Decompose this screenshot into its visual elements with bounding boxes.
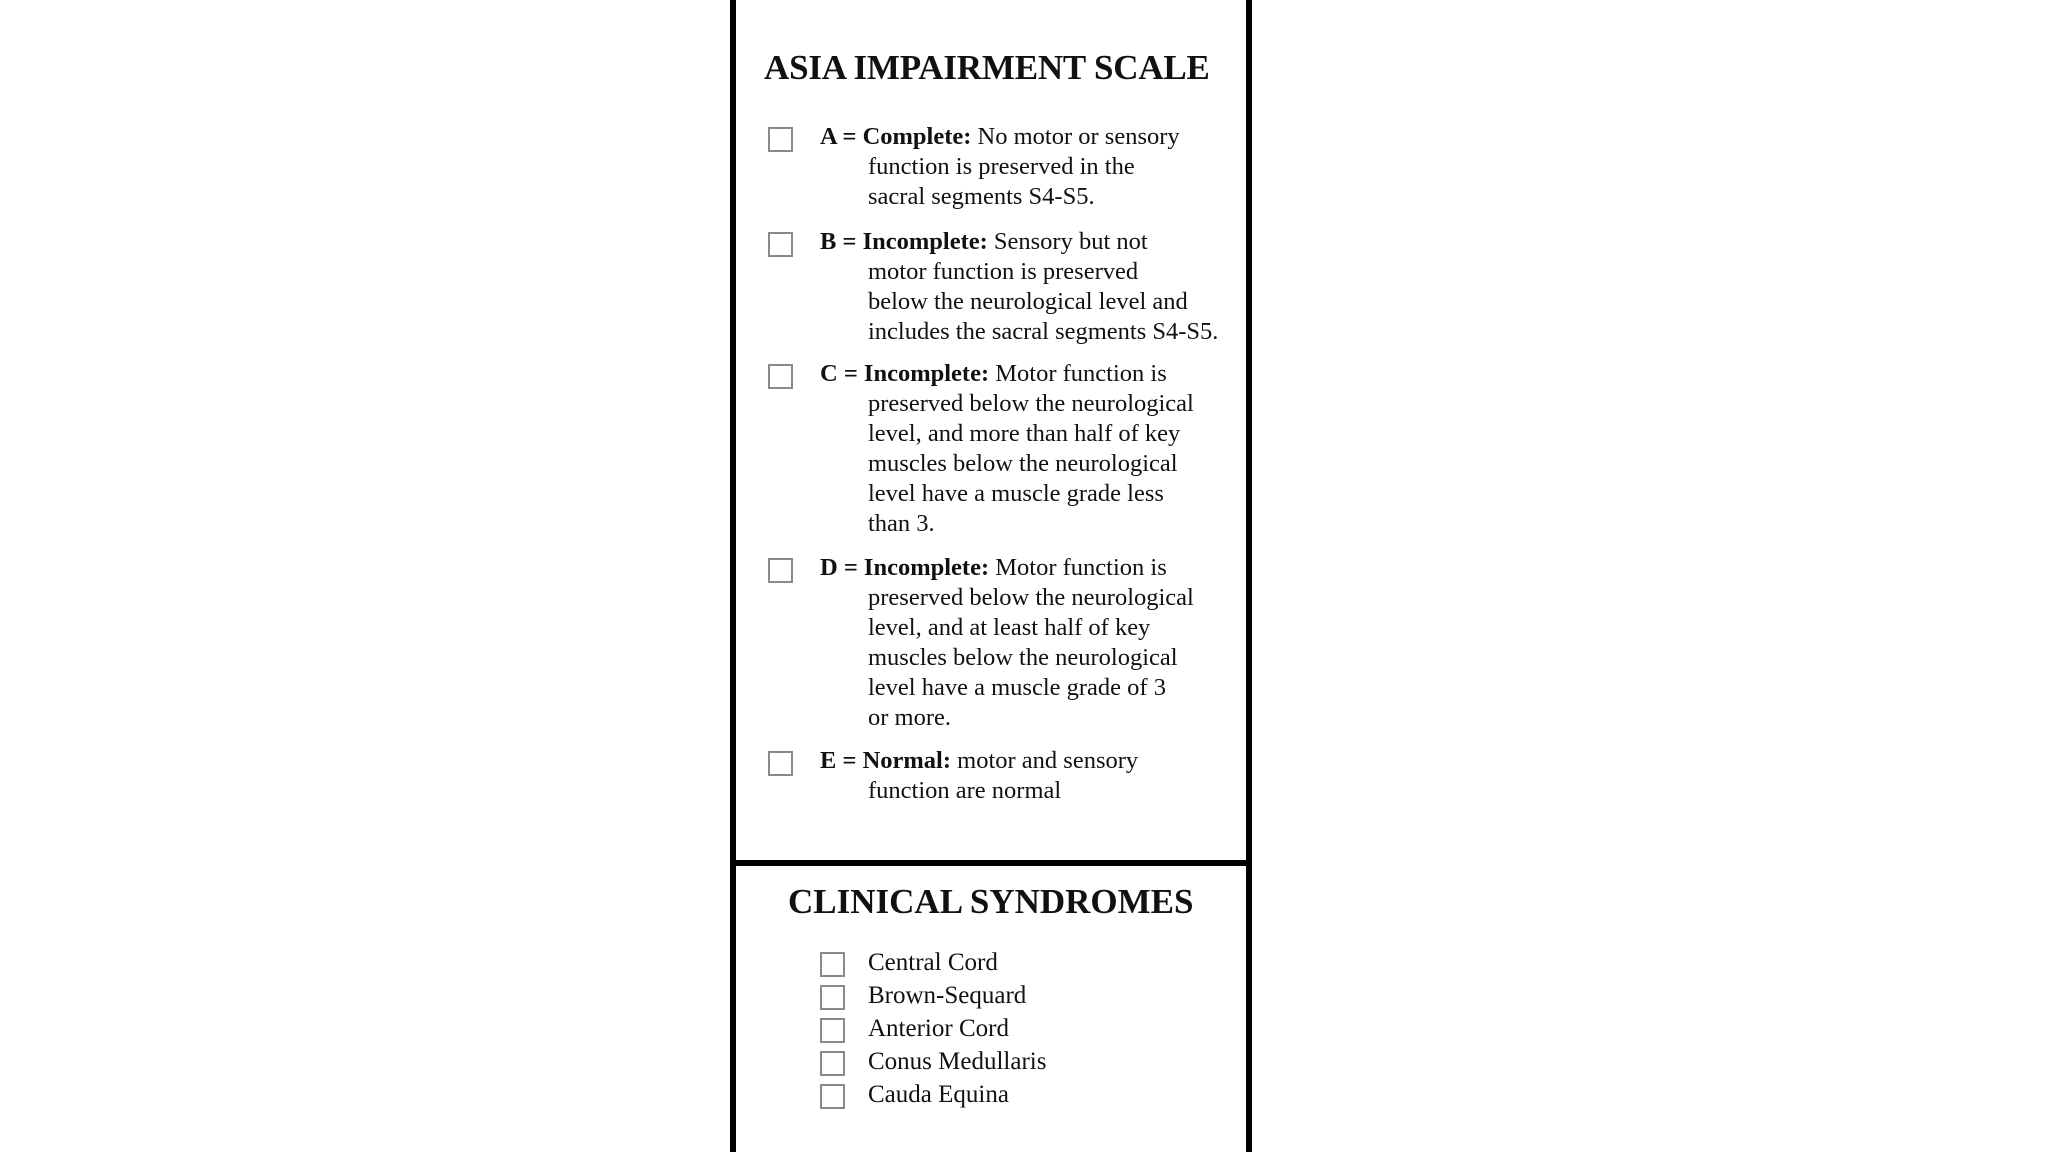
grade-e-description (820, 746, 1230, 806)
syndrome-anterior-cord (820, 1014, 1180, 1047)
grade-b-description (820, 227, 1230, 347)
syndrome-conus-medullaris (820, 1047, 1180, 1080)
grade-text-line: level have a muscle grade of 3 (868, 674, 1166, 701)
brown-sequard-checkbox[interactable] (820, 985, 845, 1010)
grade-label: Incomplete: (863, 554, 990, 581)
grade-text-line: than 3. (868, 510, 935, 537)
anterior-cord-checkbox[interactable] (820, 1018, 845, 1043)
cauda-equina-checkbox[interactable] (820, 1084, 845, 1109)
grade-text-line: muscles below the neurological (868, 644, 1178, 671)
asia-scale-title: ASIA IMPAIRMENT SCALE (764, 48, 1210, 87)
grade-label: Complete: (862, 123, 972, 150)
grade-text-line: function are normal (868, 777, 1062, 804)
grade-text-line: includes the sacral segments S4-S5. (868, 318, 1219, 345)
grade-label: Incomplete: (863, 360, 990, 387)
grade-text-line: Motor function is (995, 360, 1167, 387)
syndrome-central-cord (820, 948, 1180, 981)
grade-a-description (820, 122, 1230, 212)
grade-text-line: level, and at least half of key (868, 614, 1151, 641)
syndrome-label: Brown-Sequard (868, 982, 1027, 1009)
syndrome-brown-sequard (820, 981, 1180, 1014)
clinical-syndromes-list (820, 948, 1180, 1113)
syndrome-label: Cauda Equina (868, 1081, 1009, 1108)
syndrome-label: Central Cord (868, 949, 998, 976)
grade-code: A = (820, 123, 857, 150)
grade-b-checkbox[interactable] (768, 232, 793, 257)
grade-text-line: function is preserved in the (868, 153, 1135, 180)
grade-text-line: below the neurological level and (868, 288, 1188, 315)
clinical-syndromes-title: CLINICAL SYNDROMES (788, 882, 1194, 921)
grade-text-line: or more. (868, 704, 951, 731)
grade-text-line: motor and sensory (957, 747, 1139, 774)
grade-c-description (820, 359, 1230, 539)
grade-text-line: preserved below the neurological (868, 584, 1194, 611)
grade-label: Normal: (862, 747, 952, 774)
grade-text-line: level, and more than half of key (868, 420, 1181, 447)
syndrome-cauda-equina (820, 1080, 1180, 1113)
syndrome-label: Conus Medullaris (868, 1048, 1047, 1075)
grade-label: Incomplete: (862, 228, 988, 255)
conus-medullaris-checkbox[interactable] (820, 1051, 845, 1076)
grade-text-line: level have a muscle grade less (868, 480, 1164, 507)
syndrome-label: Anterior Cord (868, 1015, 1009, 1042)
grade-code: D = (820, 554, 858, 581)
grade-d-description (820, 553, 1230, 733)
grade-text-line: muscles below the neurological (868, 450, 1178, 477)
grade-text-line: sacral segments S4-S5. (868, 183, 1095, 210)
grade-text-line: No motor or sensory (977, 123, 1180, 150)
grade-e-checkbox[interactable] (768, 751, 793, 776)
grade-c-checkbox[interactable] (768, 364, 793, 389)
grade-code: C = (820, 360, 858, 387)
grade-text-line: Motor function is (995, 554, 1167, 581)
grade-code: E = (820, 747, 857, 774)
grade-text-line: Sensory but not (993, 228, 1148, 255)
asia-form-panel (730, 0, 1252, 1152)
grade-text-line: motor function is preserved (868, 258, 1139, 285)
grade-a-checkbox[interactable] (768, 127, 793, 152)
grade-code: B = (820, 228, 857, 255)
section-divider (736, 860, 1246, 866)
grade-text-line: preserved below the neurological (868, 390, 1194, 417)
grade-d-checkbox[interactable] (768, 558, 793, 583)
central-cord-checkbox[interactable] (820, 952, 845, 977)
